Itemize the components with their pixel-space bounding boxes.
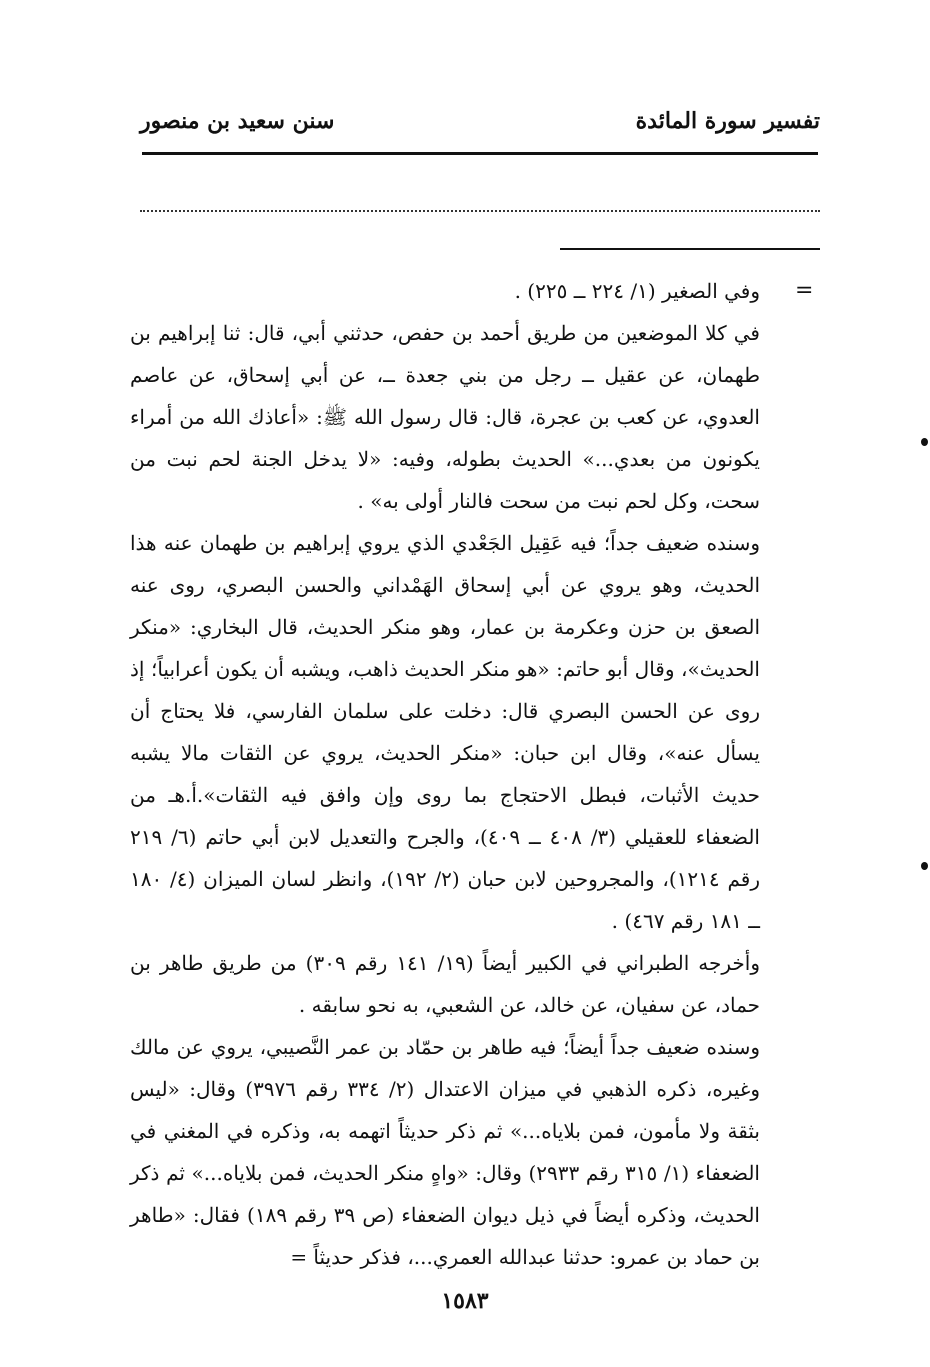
- footnote-paragraph: وسنده ضعيف جداً أيضاً؛ فيه طاهر بن حمّاد بن عمر النَّصيبي، يروي عن مالك وغيره، ذكره الذهبي في ميزان الاعتدال (٢/ ٣٣٤ رقم ٣٩٧٦) وقال: «ليس بثقة ولا مأمون، فمن بلاياه...» ثم ذكر حديثاً اتهمه به، وذكره في المغني في الضعفاء (١/ ٣١٥ رقم ٢٩٣٣) وقال: «واهٍ منكر الحديث، فمن بلاياه...» ثم ذكر الحديث، وذكره أيضاً في ذيل ديوان الضعفاء (ص ٣٩ رقم ١٨٩) فقال: «طاهر بن حماد بن عمرو: حدثنا عبدالله العمري...، فذكر حديثاً =: [130, 1035, 760, 1269]
- running-header: [140, 108, 820, 148]
- book-title: سنن سعيد بن منصور: [140, 108, 335, 134]
- footnote-paragraph: وأخرجه الطبراني في الكبير أيضاً (١٩/ ١٤١ رقم ٣٠٩) من طريق طاهر بن حماد، عن سفيان، عن خالد، عن الشعبي، به نحو سابقه .: [130, 951, 760, 1017]
- footnote-body: [130, 270, 760, 1278]
- margin-mark: [921, 862, 928, 870]
- continuation-mark: =: [795, 278, 814, 303]
- chapter-title: تفسير سورة المائدة: [635, 108, 820, 134]
- footnote-paragraph: وسنده ضعيف جداً؛ فيه عَقِيل الجَعْدي الذي يروي إبراهيم بن طهمان عنه هذا الحديث، وهو يروي عن أبي إسحاق الهَمْداني والحسن البصري، روى عنه الصعق بن حزن وعكرمة بن عمار، وهو منكر الحديث، قال البخاري: «منكر الحديث»، وقال أبو حاتم: «هو منكر الحديث ذاهب، ويشبه أن يكون أعرابياً؛ إذ روى عن الحسن البصري قال: دخلت على سلمان الفارسي، فلا يحتاج أن يسأل عنه»، وقال ابن حبان: «منكر الحديث، يروي عن الثقات مالا يشبه حديث الأثبات، فبطل الاحتجاج بما روى وإن وافق فيه الثقات».أ.هـ من الضعفاء للعقيلي (٣/ ٤٠٨ ــ ٤٠٩)، والجرح والتعديل لابن أبي حاتم (٦/ ٢١٩ رقم ١٢١٤)، والمجروحين لابن حبان (٢/ ١٩٢)، وانظر لسان الميزان (٤/ ١٨٠ ــ ١٨١ رقم ٤٦٧) .: [130, 531, 760, 933]
- page-number: ١٥٨٣: [441, 1288, 489, 1314]
- footnote-paragraph: وفي الصغير (١/ ٢٢٤ ــ ٢٢٥) .: [514, 279, 760, 303]
- header-rule: [142, 152, 818, 155]
- footnote-paragraph: في كلا الموضعين من طريق أحمد بن حفص، حدثني أبي، قال: ثنا إبراهيم بن طهمان، عن عقيل ــ رجل من بني جعدة ــ، عن أبي إسحاق، عن عاصم العدوي، عن كعب بن عجرة، قال: قال رسول الله ﷺ: «أعاذك الله من أمراء يكونون من بعدي...» الحديث بطوله، وفيه: «لا يدخل الجنة لحم نبت من سحت، وكل لحم نبت من سحت فالنار أولى به» .: [130, 321, 760, 513]
- footnote-separator: [560, 248, 820, 250]
- margin-mark: [921, 438, 928, 446]
- dotted-separator: [140, 210, 820, 212]
